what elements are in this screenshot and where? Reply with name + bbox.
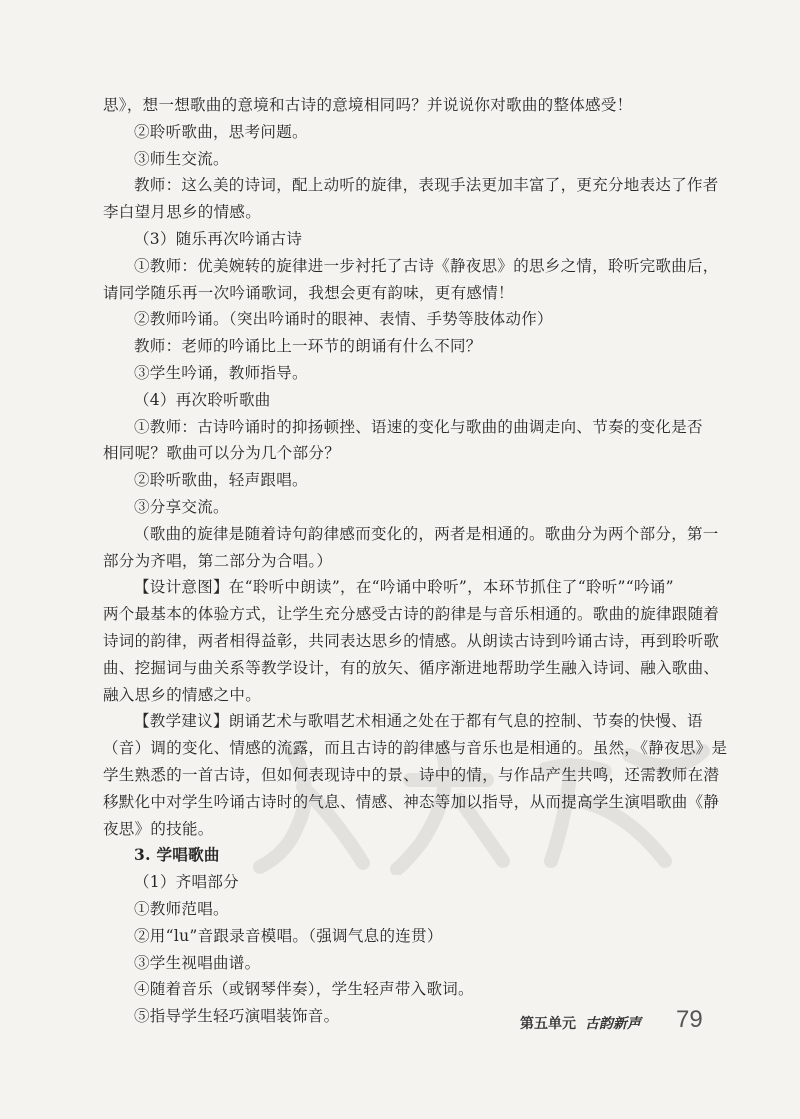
section-heading: （3）随乐再次吟诵古诗 [134,229,303,248]
paragraph-line: 两个最基本的体验方式，让学生充分感受古诗的韵律是与音乐相通的。歌曲的旋律跟随着 [103,605,720,624]
unit-title: 古韵新声 [585,1016,641,1032]
teaching-suggestion-paragraph: 【教学建议】朗诵艺术与歌唱艺术相通之处在于都有气息的控制、节奏的快慢、语 [134,712,703,731]
step-line: ②用“lu”音跟录音模唱。（强调气息的连贯） [134,926,443,945]
paragraph-line: 夜思》的技能。 [103,819,214,838]
step-line: ⑤指导学生轻巧演唱装饰音。 [134,1007,340,1026]
step-line: ③分享交流。 [134,497,229,516]
paragraph-line: 诗词的韵律，两者相得益彰，共同表达思乡的情感。从朗读古诗到吟诵古诗，再到聆听歌 [103,631,720,650]
page-number: 79 [676,1006,703,1033]
step-line: ②聆听歌曲，思考问题。 [134,122,308,141]
paragraph-line: 思》，想一想歌曲的意境和古诗的意境相同吗？并说说你对歌曲的整体感受！ [103,96,633,114]
step-line: ①教师：优美婉转的旋律进一步衬托了古诗《静夜思》的思乡之情，聆听完歌曲后， [134,256,719,275]
paragraph-line: 部分为齐唱，第二部分为合唱。） [103,551,333,570]
paragraph-line: 教师：这么美的诗词，配上动听的旋律，表现手法更加丰富了，更充分地表达了作者 [134,176,719,195]
step-line: ①教师：古诗吟诵时的抑扬顿挫、语速的变化与歌曲的曲调走向、节奏的变化是否 [134,417,703,436]
step-line: ④随着音乐（或钢琴伴奏），学生轻声带入歌词。 [134,980,474,999]
body-text [103,92,728,1030]
paragraph-line: 相同呢？歌曲可以分为几个部分？ [103,444,341,463]
paragraph-line: （歌曲的旋律是随着诗句韵律感而变化的，两者是相通的。歌曲分为两个部分，第一 [134,524,719,543]
step-line: ③师生交流。 [134,149,229,168]
section-heading: （1）齐唱部分 [134,873,239,892]
step-line: ①教师范唱。 [134,899,229,918]
paragraph-line: 李白望月思乡的情感。 [103,203,262,222]
step-line: ②聆听歌曲，轻声跟唱。 [134,471,308,490]
paragraph-line: 学生熟悉的一首古诗，但如何表现诗中的景、诗中的情，与作品产生共鸣，还需教师在潜 [103,765,720,784]
step-line: ②教师吟诵。（突出吟诵时的眼神、表情、手势等肢体动作） [134,310,553,329]
step-line: ③学生吟诵，教师指导。 [134,363,308,382]
step-line: ③学生视唱曲谱。 [134,953,261,972]
paragraph-line: （音）调的变化、情感的流露，而且古诗的韵律感与音乐也是相通的。虽然，《静夜思》是 [103,739,728,758]
paragraph-line: 请同学随乐再一次吟诵歌词，我想会更有韵味，更有感情！ [103,283,514,302]
unit-label: 第五单元 [520,1016,576,1032]
section-heading: 3. 学唱歌曲 [134,845,220,865]
design-intent-paragraph: 【设计意图】在“聆听中朗读”，在“吟诵中聆听”，本环节抓住了“聆听”“吟诵” [134,578,674,597]
paragraph-line: 曲、挖掘词与曲关系等教学设计，有的放矢、循序渐进地帮助学生融入诗词、融入歌曲、 [103,658,720,677]
paragraph-line: 移默化中对学生吟诵古诗时的气息、情感、神态等加以指导，从而提高学生演唱歌曲《静 [103,792,720,811]
page-footer [520,1006,720,1036]
section-heading: （4）再次聆听歌曲 [134,390,271,409]
paragraph-line: 教师：老师的吟诵比上一环节的朗诵有什么不同？ [134,337,482,356]
paragraph-line: 融入思乡的情感之中。 [103,685,262,704]
